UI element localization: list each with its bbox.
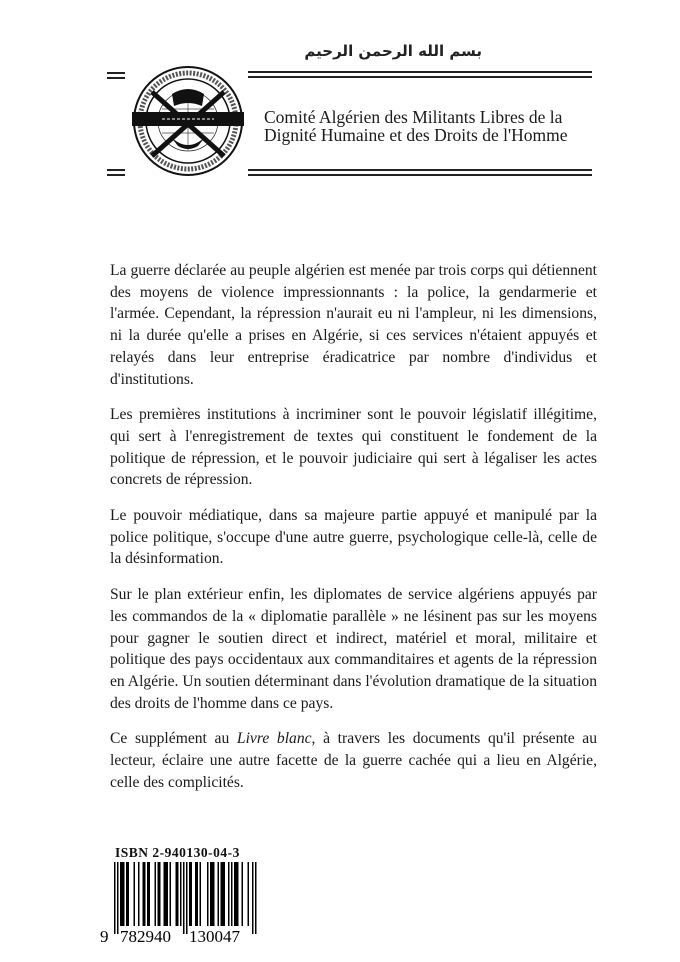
- barcode-bar: [138, 862, 140, 926]
- barcode-bar: [176, 862, 178, 926]
- barcode-bar: [159, 862, 161, 926]
- barcode-bar: [122, 862, 124, 926]
- barcode-bar: [228, 862, 230, 926]
- barcode-bar: [234, 862, 236, 926]
- barcode-bar: [237, 862, 239, 926]
- rule-left-top: [107, 72, 125, 79]
- barcode-bar: [128, 862, 130, 926]
- barcode-bar: [158, 862, 160, 926]
- paragraph-5-end: , à travers les documents qu'il présente au lecteur, éclaire une autre facette de la guerre cachée qui a lieu en Algérie, celle des complicités.: [110, 730, 597, 791]
- rule-left-bottom: [107, 169, 125, 176]
- barcode-bar: [117, 862, 119, 934]
- isbn-label: ISBN 2-940130-04-3: [115, 845, 240, 860]
- barcode-bar: [144, 862, 146, 926]
- barcode-bar: [248, 862, 250, 926]
- barcode-bar: [180, 862, 182, 926]
- organization-name: [264, 108, 568, 144]
- basmala-calligraphy: بسم الله الرحمن الرحيم: [304, 42, 482, 60]
- paragraph-5: [110, 728, 597, 793]
- rule-right-top: [248, 71, 592, 78]
- barcode-bar: [114, 862, 116, 934]
- barcode-digits: 9: [100, 927, 109, 946]
- barcode-bar: [236, 862, 238, 926]
- book-title: Livre blanc: [236, 730, 312, 748]
- barcode-digits: 782940: [120, 927, 171, 946]
- organization-name-line2: Dignité Humaine et des Droits de l'Homme: [264, 125, 568, 145]
- paragraph-3: Le pouvoir médiatique, dans sa majeure partie appuyé et manipulé par la police politique, s'occupe d'une autre guerre, psychologique celle-là, celle de la désinformation.: [110, 507, 597, 568]
- barcode-bar: [126, 862, 128, 926]
- organization-logo: [132, 64, 244, 178]
- barcode-bar: [149, 862, 151, 926]
- rule-right-bottom: [248, 169, 592, 176]
- organization-name-line1: Comité Algérien des Militants Libres de la: [264, 107, 563, 127]
- barcode-bar: [186, 862, 188, 934]
- ean-barcode: [100, 862, 270, 952]
- barcode-bar: [195, 862, 197, 926]
- barcode-bar: [242, 862, 244, 926]
- barcode-digits: 130047: [189, 927, 240, 946]
- barcode-bar: [165, 862, 167, 926]
- barcode-bar: [224, 862, 226, 926]
- barcode-bar: [207, 862, 209, 926]
- paragraph-5-start: Ce supplément au: [110, 730, 237, 748]
- barcode-bar: [252, 862, 254, 934]
- barcode-bar: [197, 862, 199, 926]
- paragraph-4: Sur le plan extérieur enfin, les diplomates de service algériens appuyés par les commandos de la « diplomatie parallèle » ne lésinent pas sur les moyens pour gagner le soutien direct et indirect, matériel et moral, militaire et politique des pays occidentaux aux commanditaires et agents de la répression en Algérie. Un soutien déterminant dans l'évolution dramatique de la situation des droits de l'homme dans ce pays.: [110, 586, 597, 712]
- barcode-bar: [191, 862, 193, 926]
- barcode-bar: [255, 862, 257, 934]
- barcode-bar: [177, 862, 179, 926]
- paragraph-1: La guerre déclarée au peuple algérien est menée par trois corps qui détiennent des moyens de violence impressionnants : la police, la gendarmerie et l'armée. Cependant, la répression n'aurait eu ni l'ampleur, ni les dimensions, ni la durée qu'elle a prises en Algérie, si ces services n'étaient appuyés et relayés dans leur entreprise éradicatrice par nombre d'individus et d'institutions.: [110, 262, 597, 388]
- barcode-bar: [147, 862, 149, 926]
- barcode-bar: [189, 862, 191, 926]
- barcode-bar: [134, 862, 136, 926]
- barcode-bar: [167, 862, 169, 926]
- barcode-bar: [213, 862, 215, 926]
- barcode-bar: [231, 862, 233, 926]
- back-cover-text: [110, 260, 597, 807]
- barcode-bar: [155, 862, 157, 926]
- barcode-bar: [221, 862, 223, 926]
- barcode-bar: [170, 862, 172, 926]
- barcode-bar: [183, 862, 185, 934]
- barcode-bar: [222, 862, 224, 926]
- barcode-bar: [123, 862, 125, 926]
- barcode-bar: [120, 862, 122, 926]
- barcode-bar: [143, 862, 145, 926]
- barcode-bar: [212, 862, 214, 926]
- barcode-bar: [200, 862, 202, 926]
- barcode-bar: [164, 862, 166, 926]
- barcode-bar: [210, 862, 212, 926]
- paragraph-2: Les premières institutions à incriminer sont le pouvoir législatif illégitime, qui sert à l'enregistrement de textes qui constituent le fondement de la politique de répression, et le pouvoir judiciaire qui sert à légaliser les actes concrets de répression.: [110, 406, 597, 489]
- barcode-bar: [218, 862, 220, 926]
